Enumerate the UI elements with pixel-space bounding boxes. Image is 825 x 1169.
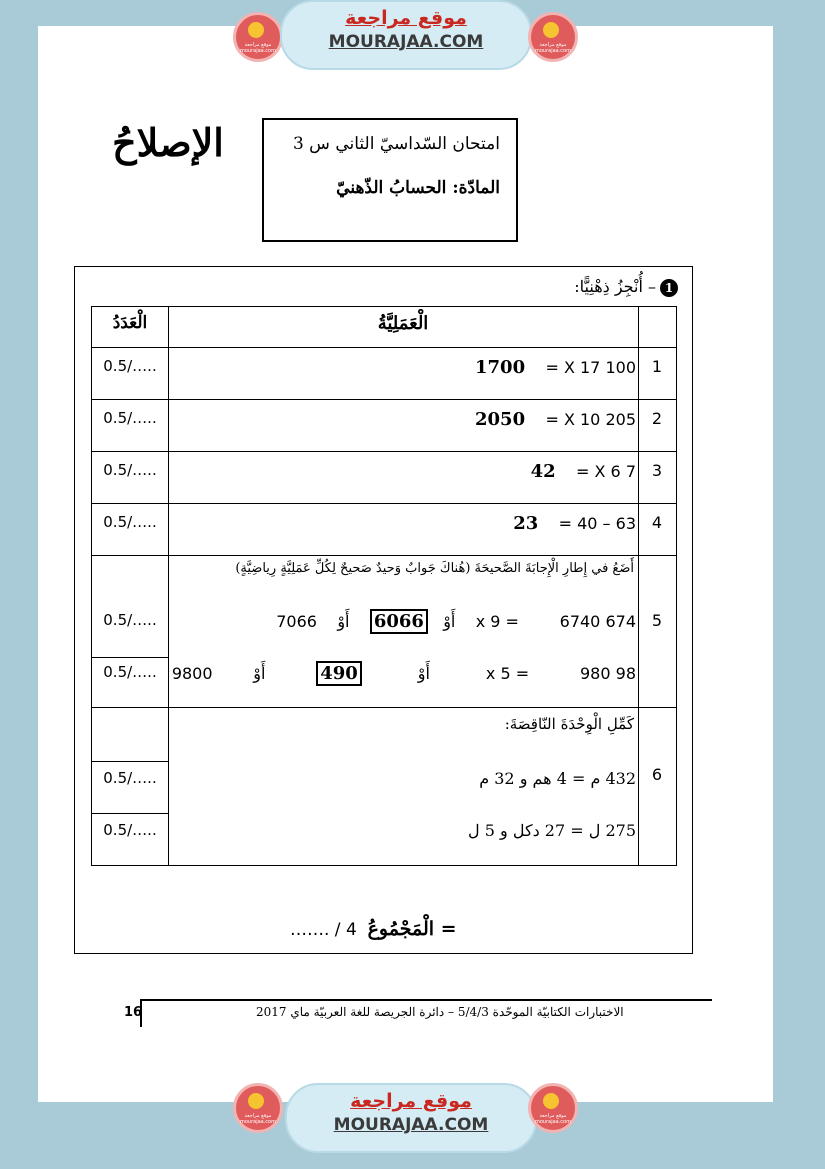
logo-badge-left: موقع مراجعة mourajaa.com: [233, 1083, 283, 1133]
score-field[interactable]: 0.5/…..: [103, 769, 157, 787]
row-number: 1: [651, 357, 663, 376]
header-number: الْعَدَدُ: [112, 313, 148, 333]
row-number: 6: [651, 765, 663, 784]
exam-header-box: [262, 118, 518, 242]
score-field[interactable]: 0.5/…..: [103, 357, 157, 375]
header-operation: الْعَمَلِيَّةُ: [377, 313, 429, 334]
banner-latin: MOURAJAA.COM: [333, 1115, 489, 1135]
score-field[interactable]: 0.5/…..: [103, 461, 157, 479]
logo-badge-left: موقع مراجعة mourajaa.com: [233, 12, 283, 62]
choice-row-b: 98 x 5 = 980 أَوْ 490 أَوْ 9800: [171, 663, 636, 684]
page-heading: الإصلاحُ: [112, 120, 224, 165]
score-field[interactable]: 0.5/…..: [103, 611, 157, 629]
correct-choice: 6066: [370, 609, 428, 634]
footer-text: الاختبارات الكتابيّة الموحّدة 5/4/3 – دائرة الجريصة للغة العربيّة ماي 2017: [256, 1005, 624, 1019]
logo-badge-right: موقع مراجعة mourajaa.com: [528, 12, 578, 62]
site-banner-bottom[interactable]: [285, 1083, 537, 1153]
choice-row-a: 674 x 9 = 6740 أَوْ 6066 أَوْ 7066: [276, 611, 636, 632]
question-1-label: 1– أُنْجِزُ ذِهْنِيًّا:: [574, 277, 678, 297]
logo-badge-right: موقع مراجعة mourajaa.com: [528, 1083, 578, 1133]
operation-2: 2050 205 X 10 =: [475, 409, 636, 430]
number-marker-icon: 1: [660, 279, 678, 297]
banner-latin: MOURAJAA.COM: [328, 32, 484, 52]
score-field[interactable]: 0.5/…..: [103, 409, 157, 427]
page-footer: [76, 999, 712, 1029]
row6-instruction: كَمِّلِ الْوِحْدَةَ النّاقِصَةَ:: [504, 715, 634, 733]
score-field[interactable]: 0.5/…..: [103, 821, 157, 839]
operation-4: 23 63 – 40 =: [513, 513, 636, 534]
total-score: ……. / 4 الْمَجْمُوعُ =: [290, 918, 457, 940]
page-number: 16: [124, 1005, 143, 1020]
score-field[interactable]: 0.5/…..: [103, 663, 157, 681]
operation-1: 1700 100 X 17 =: [475, 357, 636, 378]
units-line-b: 275 ل = 27 دكل و 5 ل: [468, 821, 636, 840]
operation-3: 42 7 X 6 =: [530, 461, 636, 482]
row-number: 5: [651, 611, 663, 630]
correct-choice: 490: [316, 661, 362, 686]
site-banner-top[interactable]: [280, 0, 532, 70]
banner-arabic: موقع مراجعة: [345, 7, 467, 29]
row-number: 4: [651, 513, 663, 532]
banner-arabic: موقع مراجعة: [350, 1090, 472, 1112]
units-line-a: 432 م = 4 هم و 32 م: [479, 769, 636, 788]
exam-title: امتحان السّداسيّ الثاني س 3: [292, 134, 500, 154]
row-number: 2: [651, 409, 663, 428]
score-field[interactable]: 0.5/…..: [103, 513, 157, 531]
row-number: 3: [651, 461, 663, 480]
exercise-table: [91, 306, 677, 866]
row5-instruction: أَضَعُ في إِطارِ الْإِجابَةَ الصَّحيحَةَ (هُناكَ جَوابٌ وَحيدٌ صَحيحٌ لِكُلِّ عَمَلِيَّةٍ رِياضِيَّةٍ): [235, 561, 634, 576]
exam-subject: المادّة: الحسابُ الذّهنيّ: [336, 178, 500, 198]
